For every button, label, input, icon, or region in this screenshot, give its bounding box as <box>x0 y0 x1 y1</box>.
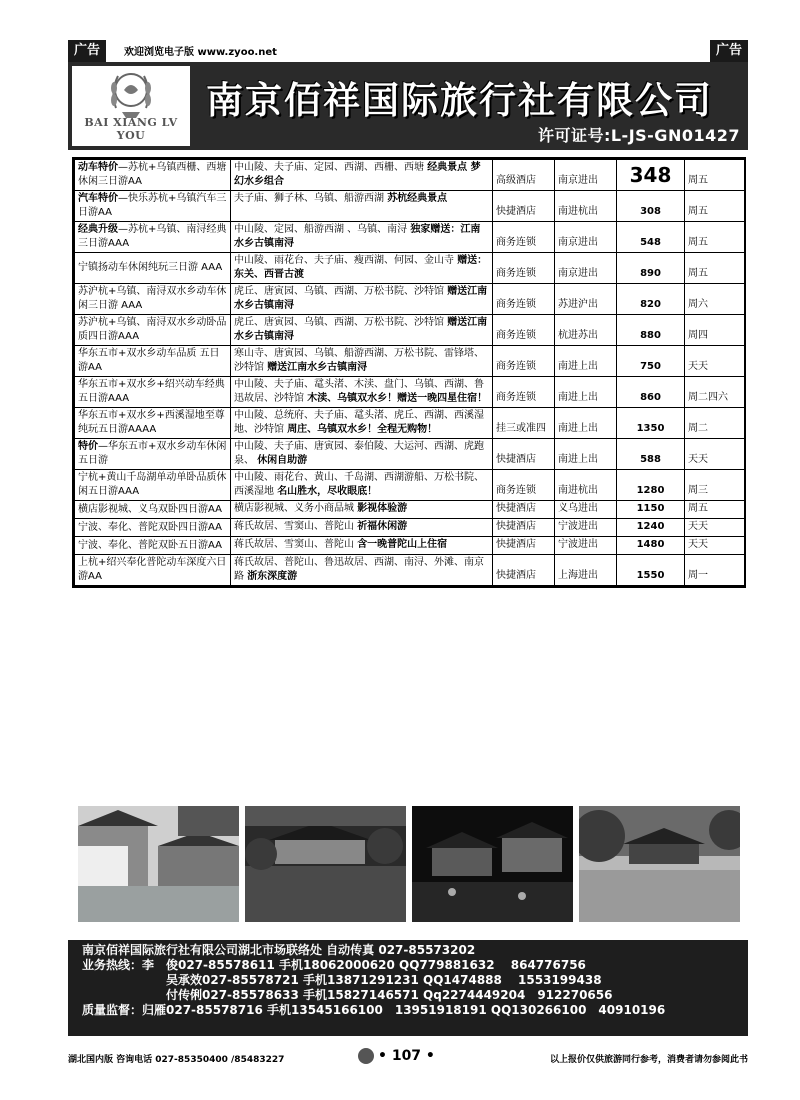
tour-table-body <box>75 160 745 586</box>
tour-route-text: 上杭+绍兴奉化普陀动车深度六日游AA <box>78 557 227 582</box>
tour-hotel: 商务连锁 <box>493 222 555 253</box>
tour-row <box>75 222 745 253</box>
tour-departure: 南京进出 <box>555 253 617 284</box>
page-badge-icon <box>358 1048 374 1064</box>
tour-hotel: 快捷酒店 <box>493 555 555 586</box>
tour-sights-highlight: 名山胜水，尽收眼底！ <box>277 486 378 497</box>
tour-sights <box>231 377 493 408</box>
tour-row <box>75 470 745 501</box>
tour-sights-highlight: 独家赠送：江南水乡古镇南浔 <box>234 224 481 249</box>
footer-edition: 湖北国内版 咨询电话 027-85350400 /85483227 <box>68 1055 285 1065</box>
tour-price: 1240 <box>617 519 685 537</box>
tour-price: 348 <box>617 160 685 191</box>
tour-sights <box>231 537 493 555</box>
tour-route-highlight: 汽车特价 <box>78 193 118 204</box>
photo-garden-pavilion <box>245 806 406 922</box>
tour-hotel: 商务连锁 <box>493 377 555 408</box>
tour-hotel: 快捷酒店 <box>493 191 555 222</box>
contact-line-hotline: 业务热线：李 俊027-85578611 手机18062000620 QQ779881632 864776756 <box>82 958 586 972</box>
tour-days: 周二四六 <box>685 377 745 408</box>
tour-hotel: 快捷酒店 <box>493 519 555 537</box>
tour-route-text: 宁镇扬动车休闲纯玩三日游 AAA <box>78 262 223 273</box>
tour-sights-highlight: 赠送：东关、西晋古渡 <box>234 255 488 280</box>
tour-sights-highlight: 影视体验游 <box>357 503 408 514</box>
tour-departure: 上海进出 <box>555 555 617 586</box>
tour-days: 周三 <box>685 470 745 501</box>
page-number <box>358 1048 435 1064</box>
contact-line-quality: 质量监督：归雁027-85578716 手机13545166100 13951918191 QQ130266100 40910196 <box>82 1003 666 1017</box>
tour-sights-text: 横店影视城、义务小商品城 <box>234 503 354 514</box>
tour-sights-text: 中山陵、总统府、夫子庙、鼋头渚、虎丘、西湖、西溪湿地、沙特馆 <box>234 410 484 435</box>
welcome-text: 欢迎浏览电子版 www.zyoo.net <box>124 47 277 58</box>
tour-sights-text: 中山陵、夫子庙、鼋头渚、木渎、盘门、乌镇、西湖、鲁迅故居、沙特馆 <box>234 379 484 404</box>
contact-line-wu: 吴承效027-85578721 手机13871291231 QQ1474888 1553199438 <box>166 973 602 987</box>
tour-row <box>75 439 745 470</box>
tour-sights <box>231 222 493 253</box>
page-footer <box>68 1048 748 1066</box>
tour-sights-text: 中山陵、夫子庙、定园、西湖、西栅、西塘 <box>234 162 424 173</box>
tour-route <box>75 470 231 501</box>
tour-days: 周五 <box>685 501 745 519</box>
tour-route <box>75 191 231 222</box>
top-bar <box>68 40 748 62</box>
tour-departure: 南京进出 <box>555 160 617 191</box>
tour-sights-highlight: 木渎、乌镇双水乡！赠送一晚四星住宿！ <box>307 393 488 404</box>
tour-route <box>75 284 231 315</box>
tour-days: 天天 <box>685 346 745 377</box>
tour-sights <box>231 284 493 315</box>
tour-sights <box>231 470 493 501</box>
tour-days: 周五 <box>685 160 745 191</box>
tour-sights <box>231 315 493 346</box>
tour-sights-highlight: 赠送江南水乡古镇南浔 <box>234 286 488 311</box>
tour-route-text: 宁波、奉化、普陀双卧四日游AA <box>78 521 222 533</box>
tour-hotel: 商务连锁 <box>493 470 555 501</box>
tour-sights <box>231 519 493 537</box>
tour-route-text: 华东五市+双水乡动车品质 五日游AA <box>78 348 220 373</box>
tour-sights-text: 蒋氏故居、雪窦山、普陀山 <box>234 539 354 550</box>
tour-departure: 义乌进出 <box>555 501 617 519</box>
company-logo <box>72 66 190 146</box>
tour-price: 1550 <box>617 555 685 586</box>
tour-row <box>75 501 745 519</box>
tour-sights-highlight: 休闲自助游 <box>257 455 308 466</box>
tour-row <box>75 160 745 191</box>
tour-price: 588 <box>617 439 685 470</box>
tour-hotel: 商务连锁 <box>493 253 555 284</box>
tour-route-text: 华东五市+双水乡+绍兴动车经典五日游AAA <box>78 379 225 404</box>
tour-days: 周四 <box>685 315 745 346</box>
tour-route-highlight: 特价 <box>78 441 98 452</box>
tour-sights-text: 夫子庙、狮子林、乌镇、船游西湖 <box>234 193 384 204</box>
footer-disclaimer: 以上报价仅供旅游同行参考，消费者请勿参阅此书 <box>549 1055 748 1065</box>
tour-hotel: 高级酒店 <box>493 160 555 191</box>
tour-departure: 杭进苏出 <box>555 315 617 346</box>
tour-sights-text: 中山陵、雨花台、黄山、千岛湖、西湖游船、万松书院、西溪湿地 <box>234 472 484 497</box>
tour-route-text: 苏沪杭+乌镇、南浔双水乡动车休闲三日游 AAA <box>78 286 227 311</box>
tour-departure: 南进上出 <box>555 408 617 439</box>
tour-departure: 南进杭出 <box>555 191 617 222</box>
page-number-text: • 107 • <box>378 1048 435 1064</box>
tour-departure: 南进上出 <box>555 439 617 470</box>
license-number: 许可证号:L-JS-GN01427 <box>537 126 740 145</box>
tour-row <box>75 377 745 408</box>
tour-days: 周一 <box>685 555 745 586</box>
tour-hotel: 商务连锁 <box>493 346 555 377</box>
photo-lakeside-pavilion <box>579 806 740 922</box>
tour-sights <box>231 253 493 284</box>
tour-route-text: —快乐苏杭+乌镇汽车三日游AA <box>78 193 227 218</box>
tour-days: 周五 <box>685 191 745 222</box>
tour-route-text: —华东五市+双水乡动车休闲五日游 <box>78 441 227 466</box>
tour-route <box>75 346 231 377</box>
tour-row <box>75 253 745 284</box>
tour-sights-text: 寒山寺、唐寅园、乌镇、船游西湖、万松书院、雷锋塔、沙特馆 <box>234 348 484 373</box>
tour-departure: 苏进沪出 <box>555 284 617 315</box>
tour-departure: 宁波进出 <box>555 519 617 537</box>
tour-route-highlight: 经典升级 <box>78 224 118 235</box>
tour-sights-highlight: 周庄、乌镇双水乡！全程无购物！ <box>287 424 438 435</box>
tour-departure: 南进上出 <box>555 346 617 377</box>
contact-line-company: 南京佰祥国际旅行社有限公司湖北市场联络处 自动传真 027-85573202 <box>82 943 476 957</box>
contact-block <box>68 940 748 1036</box>
tour-sights-text: 中山陵、夫子庙、唐寅园、泰伯陵、大运河、西湖、虎跑泉、 <box>234 441 484 466</box>
tour-sights-text: 中山陵、定园、船游西湖 、乌镇、南浔 <box>234 224 408 235</box>
tour-sights <box>231 160 493 191</box>
tour-sights <box>231 191 493 222</box>
tour-price: 308 <box>617 191 685 222</box>
tour-route <box>75 315 231 346</box>
photo-strip <box>78 806 742 922</box>
tour-hotel: 商务连锁 <box>493 315 555 346</box>
tour-route-text: 横店影视城、义乌双卧四日游AA <box>78 503 222 515</box>
tour-route <box>75 253 231 284</box>
tour-row <box>75 537 745 555</box>
tour-sights-highlight: 经典景点 梦幻水乡组合 <box>234 162 481 187</box>
tour-price: 1350 <box>617 408 685 439</box>
tour-price: 860 <box>617 377 685 408</box>
tour-route <box>75 408 231 439</box>
tour-price: 548 <box>617 222 685 253</box>
tour-days: 周五 <box>685 253 745 284</box>
tour-sights-text: 虎丘、唐寅园、乌镇、西湖、万松书院、沙特馆 <box>234 317 444 328</box>
tour-sights-text: 蒋氏故居、雪窦山、普陀山 <box>234 521 354 532</box>
logo-text: BAI XIANG LV YOU <box>84 116 178 142</box>
tour-sights <box>231 555 493 586</box>
tour-price: 1280 <box>617 470 685 501</box>
tour-row <box>75 408 745 439</box>
tour-route-text: 宁波、奉化、普陀双卧五日游AA <box>78 539 222 551</box>
tour-price: 750 <box>617 346 685 377</box>
tour-row <box>75 555 745 586</box>
tour-sights <box>231 408 493 439</box>
tour-sights-text: 虎丘、唐寅园、乌镇、西湖、万松书院、沙特馆 <box>234 286 444 297</box>
tour-hotel: 挂三或准四 <box>493 408 555 439</box>
laurel-emblem-icon <box>106 68 156 122</box>
tour-days: 周二 <box>685 408 745 439</box>
tour-route <box>75 160 231 191</box>
tour-row <box>75 346 745 377</box>
tour-hotel: 商务连锁 <box>493 284 555 315</box>
contact-line-fu: 付传俐027-85578633 手机15827146571 Qq2274449204 912270656 <box>166 988 613 1002</box>
tour-route-text: 苏沪杭+乌镇、南浔双水乡动卧品质四日游AAA <box>78 317 227 342</box>
tour-price: 1480 <box>617 537 685 555</box>
tour-departure: 南京进出 <box>555 222 617 253</box>
tour-days: 天天 <box>685 519 745 537</box>
ad-tag-left: 广告 <box>68 40 106 62</box>
company-header <box>68 62 748 150</box>
tour-sights-highlight: 含一晚普陀山上住宿 <box>357 539 448 550</box>
tour-price: 890 <box>617 253 685 284</box>
tour-row <box>75 191 745 222</box>
tour-route <box>75 555 231 586</box>
tour-hotel: 快捷酒店 <box>493 439 555 470</box>
tour-sights <box>231 346 493 377</box>
tour-hotel: 快捷酒店 <box>493 501 555 519</box>
tour-route <box>75 439 231 470</box>
tour-route <box>75 377 231 408</box>
tour-days: 天天 <box>685 439 745 470</box>
tour-days: 周六 <box>685 284 745 315</box>
tour-sights-highlight: 赠送江南水乡古镇南浔 <box>234 317 488 342</box>
tour-departure: 南进上出 <box>555 377 617 408</box>
tour-row <box>75 284 745 315</box>
tour-route <box>75 537 231 555</box>
tour-departure: 宁波进出 <box>555 537 617 555</box>
tour-sights <box>231 439 493 470</box>
tour-days: 周五 <box>685 222 745 253</box>
tour-departure: 南进杭出 <box>555 470 617 501</box>
tour-table <box>72 157 746 588</box>
tour-route-highlight: 动车特价 <box>78 162 118 173</box>
tour-row <box>75 315 745 346</box>
tour-days: 天天 <box>685 537 745 555</box>
tour-route <box>75 501 231 519</box>
tour-sights-highlight: 苏杭经典景点 <box>387 193 448 204</box>
company-title: 南京佰祥国际旅行社有限公司 <box>206 78 713 122</box>
tour-sights-text: 蒋氏故居、普陀山、鲁迅故居、西湖、南浔、外滩、南京路 <box>234 557 484 582</box>
photo-water-town-canal <box>78 806 239 922</box>
tour-sights-highlight: 浙东深度游 <box>247 571 298 582</box>
tour-route-text: 宁杭+黄山千岛湖单动单卧品质休闲五日游AAA <box>78 472 227 497</box>
photo-night-water-town <box>412 806 573 922</box>
tour-route-text: —苏杭+乌镇、南浔经典三日游AAA <box>78 224 227 249</box>
tour-row <box>75 519 745 537</box>
tour-price: 880 <box>617 315 685 346</box>
tour-route <box>75 519 231 537</box>
tour-sights-text: 中山陵、雨花台、夫子庙、瘦西湖、何园、金山寺 <box>234 255 454 266</box>
tour-route-text: 华东五市+双水乡+西溪湿地至尊纯玩五日游AAAA <box>78 410 225 435</box>
tour-sights-highlight: 祈福休闲游 <box>357 521 408 532</box>
tour-route <box>75 222 231 253</box>
tour-price: 820 <box>617 284 685 315</box>
tour-price: 1150 <box>617 501 685 519</box>
tour-sights-highlight: 赠送江南水乡古镇南浔 <box>267 362 368 373</box>
tour-sights <box>231 501 493 519</box>
ad-tag-right: 广告 <box>710 40 748 62</box>
tour-hotel: 快捷酒店 <box>493 537 555 555</box>
tour-route-text: —苏杭+乌镇西栅、西塘休闲三日游AA <box>78 162 227 187</box>
